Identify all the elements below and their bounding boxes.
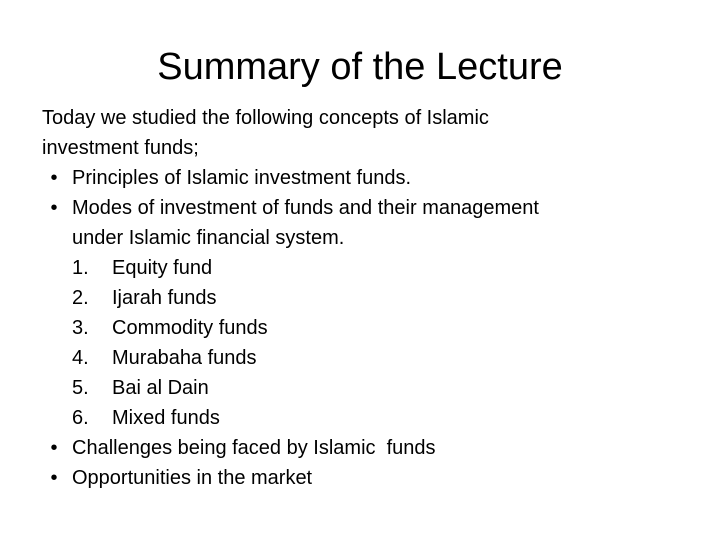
numbered-item (42, 313, 682, 343)
list-number: 6. (72, 407, 89, 429)
intro-line: investment funds; (42, 137, 199, 159)
numbered-item (42, 343, 682, 373)
list-number: 3. (72, 317, 89, 339)
list-number: 2. (72, 287, 89, 309)
bullet-icon: • (50, 467, 58, 489)
numbered-item (42, 373, 682, 403)
numbered-text: Murabaha funds (112, 347, 257, 369)
numbered-text: Ijarah funds (112, 287, 217, 309)
list-number: 1. (72, 257, 89, 279)
numbered-item (42, 253, 682, 283)
numbered-item (42, 283, 682, 313)
bullet-text: Opportunities in the market (72, 467, 313, 489)
bullet-icon: • (50, 197, 58, 219)
bullet-icon: • (50, 167, 58, 189)
bullet-text: Challenges being faced by Islamic funds (72, 437, 436, 459)
numbered-item (42, 403, 682, 433)
slide-title: Summary of the Lecture (157, 46, 563, 88)
numbered-text: Mixed funds (112, 407, 220, 429)
list-number: 5. (72, 377, 89, 399)
numbered-text: Equity fund (112, 257, 213, 279)
bullet-text: Principles of Islamic investment funds. (72, 167, 412, 189)
bullet-item (42, 163, 682, 193)
bullet-item (42, 193, 682, 223)
intro-line: Today we studied the following concepts of Islamic (42, 107, 489, 129)
bullet-item (42, 463, 682, 493)
bullet-icon: • (50, 437, 58, 459)
bullet-continuation: under Islamic financial system. (72, 227, 345, 249)
numbered-text: Bai al Dain (112, 377, 209, 399)
list-number: 4. (72, 347, 89, 369)
bullet-item (42, 433, 682, 463)
slide-body (42, 103, 682, 493)
bullet-text: Modes of investment of funds and their management (72, 197, 539, 219)
numbered-text: Commodity funds (112, 317, 268, 339)
